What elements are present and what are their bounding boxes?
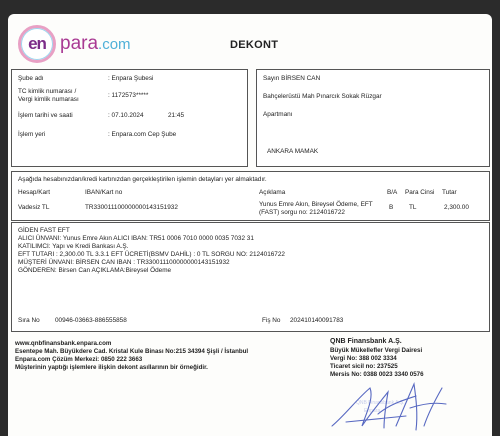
recipient-box <box>256 69 490 167</box>
col-currency-header: Para Cinsi <box>405 189 435 196</box>
tc-label-1: TC kimlik numarası / <box>18 88 77 95</box>
tc-value: : 1172573***** <box>108 92 149 99</box>
bank-name: QNB Finansbank A.Ş. <box>330 338 402 345</box>
row-desc-2: (FAST) sorgu no: 2124016722 <box>259 209 345 216</box>
place-value: : Enpara.com Cep Şube <box>108 131 177 138</box>
recipient-address-2: Apartmanı <box>263 111 293 118</box>
branch-info-box <box>11 69 248 167</box>
recipient-city: ANKARA MAMAK <box>267 148 319 155</box>
detail-line: KATILIMCI: Yapı ve Kredi Bankası A.Ş. <box>18 243 129 250</box>
sira-value: 00946-03663-886555858 <box>55 317 127 324</box>
detail-line: GÖNDEREN: Birsen Can AÇIKLAMA:Bireysel Ödeme <box>18 267 172 274</box>
page-title: DEKONT <box>230 39 279 51</box>
transaction-box <box>11 171 490 221</box>
enpara-logo <box>18 26 131 62</box>
col-amount-header: Tutar <box>442 189 457 196</box>
col-account-header: Hesap/Kart <box>18 189 50 196</box>
recipient-greeting: Sayın BİRSEN CAN <box>263 75 321 82</box>
footer-note: Müşterinin yaptığı işlemlere ilişkin dekont asıllarının bir örneğidir. <box>15 364 208 371</box>
tax-number: Vergi No: 388 002 3334 <box>330 355 397 362</box>
detail-line: EFT TUTARI : 2,300.00 TL 3.3.1 EFT ÜCRETİ(BSMV DAHİL) : 0 TL SORGU NO: 2124016722 <box>18 251 285 258</box>
time-value: 21:45 <box>168 112 184 119</box>
signature-stamp <box>326 374 456 436</box>
mersis-number: Mersis No: 0388 0023 3340 0576 <box>330 371 424 378</box>
svg-text:Enpara: Enpara <box>364 408 381 414</box>
transaction-intro: Aşağıda hesabınızdan/kredi kartınızdan gerçekleştirilen işlemin detayları yer almaktadır. <box>18 176 267 183</box>
trade-registry: Ticaret sicil no: 237525 <box>330 363 398 370</box>
logo-en: en <box>18 25 56 63</box>
row-currency: TL <box>409 204 417 211</box>
branch-value: : Enpara Şubesi <box>108 75 154 82</box>
row-ba: B <box>389 204 394 211</box>
row-amount: 2,300.00 <box>444 204 469 211</box>
tc-label-2: Vergi kimlik numarası <box>18 96 79 103</box>
details-box <box>11 222 490 332</box>
footer-website: www.qnbfinansbank.enpara.com <box>15 340 112 347</box>
place-label: İşlem yeri <box>18 131 46 138</box>
sira-label: Sıra No <box>18 317 40 324</box>
logo-com: .com <box>98 36 131 53</box>
fis-value: 202410140091783 <box>290 317 344 324</box>
recipient-address-1: Bahçelerüstü Mah Pınarcık Sokak Rüzgar <box>263 93 382 100</box>
detail-line: GİDEN FAST EFT <box>18 227 70 234</box>
logo-para: para <box>60 33 99 54</box>
tax-office: Büyük Mükellefler Vergi Dairesi <box>330 347 423 354</box>
col-ba-header: B/A <box>387 189 398 196</box>
detail-line: ALICI ÜNVANI: Yunus Emre Akın ALICI IBAN: TR51 0006 7010 0000 0035 7032 31 <box>18 235 254 242</box>
col-iban-header: IBAN/Kart no <box>85 189 123 196</box>
row-account: Vadesiz TL <box>18 204 50 211</box>
receipt-header <box>8 14 492 64</box>
fis-label: Fiş No <box>262 317 281 324</box>
svg-text:QNB Finansbank A.Ş.: QNB Finansbank A.Ş. <box>356 400 405 406</box>
footer-address: Esentepe Mah. Büyükdere Cad. Kristal Kule Binası No:215 34394 Şişli / İstanbul <box>15 348 249 355</box>
branch-label: Şube adı <box>18 75 44 82</box>
receipt-paper <box>8 14 492 436</box>
row-desc-1: Yunus Emre Akın, Bireysel Ödeme, EFT <box>259 201 373 208</box>
col-desc-header: Açıklama <box>259 189 286 196</box>
date-label: İşlem tarihi ve saati <box>18 112 73 119</box>
row-iban: TR330011100000000143151932 <box>85 204 178 211</box>
detail-line: MÜŞTERİ ÜNVANI: BİRSEN CAN IBAN : TR330011100000000143151932 <box>18 259 230 266</box>
footer-phone: Enpara.com Çözüm Merkezi: 0850 222 3663 <box>15 356 143 363</box>
date-value: : 07.10.2024 <box>108 112 144 119</box>
